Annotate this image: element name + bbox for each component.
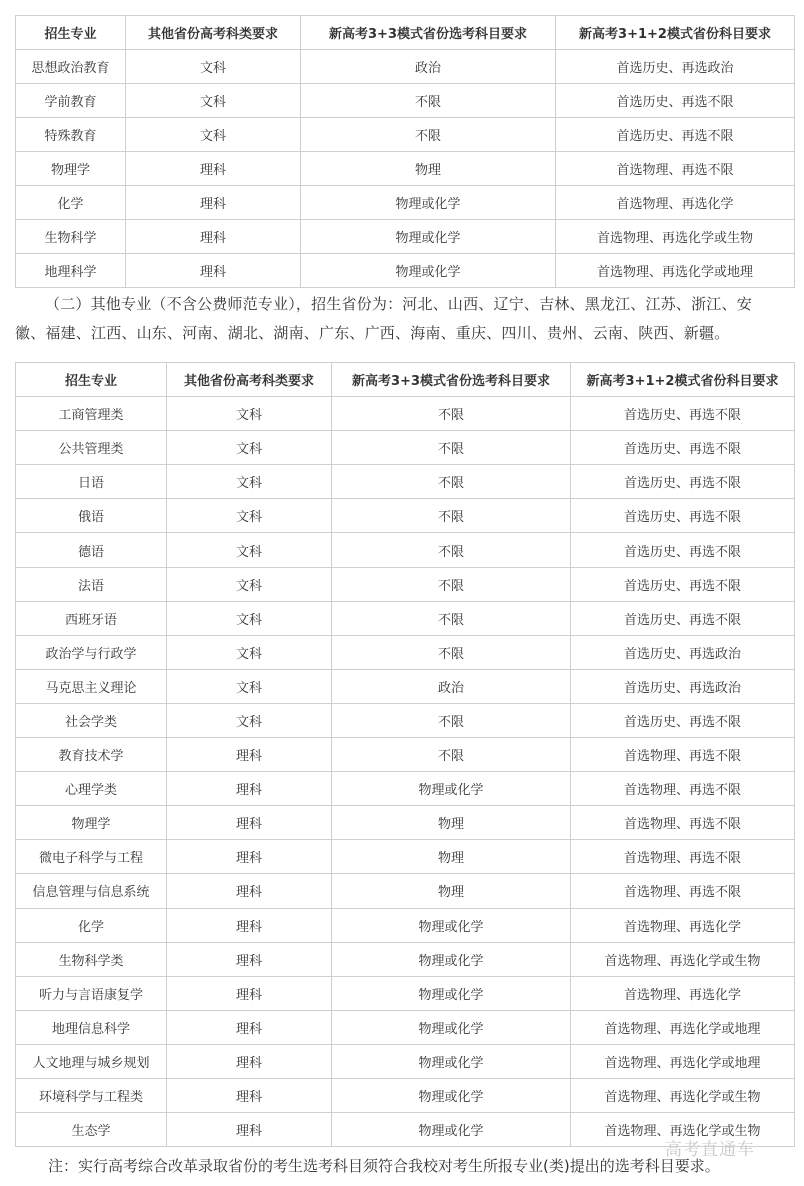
cell-3plus3: 不限: [332, 703, 571, 737]
cell-major: 听力与言语康复学: [16, 976, 167, 1010]
paragraph-line-1: （二）其他专业（不含公费师范专业），招生省份为：河北、山西、辽宁、吉林、黑龙江、江苏、浙江、安: [45, 295, 752, 313]
cell-3plus1plus2: 首选物理、再选不限: [571, 738, 795, 772]
cell-major: 化学: [16, 186, 126, 220]
cell-other-provinces: 文科: [167, 465, 332, 499]
table-row: [16, 50, 795, 84]
cell-other-provinces: 理科: [167, 738, 332, 772]
cell-3plus3: 物理或化学: [332, 976, 571, 1010]
header-3plus3: 新高考3+3模式省份选考科目要求: [301, 16, 556, 50]
table-row: [16, 772, 795, 806]
table-row: [16, 499, 795, 533]
cell-other-provinces: 理科: [167, 874, 332, 908]
table-row: [16, 738, 795, 772]
cell-major: 地理信息科学: [16, 1010, 167, 1044]
cell-major: 人文地理与城乡规划: [16, 1044, 167, 1078]
table-row: [16, 220, 795, 254]
cell-3plus3: 不限: [332, 601, 571, 635]
cell-other-provinces: 理科: [167, 976, 332, 1010]
cell-3plus1plus2: 首选物理、再选不限: [571, 874, 795, 908]
cell-3plus3: 不限: [332, 738, 571, 772]
cell-3plus1plus2: 首选历史、再选不限: [571, 703, 795, 737]
cell-3plus1plus2: 首选物理、再选化学: [571, 908, 795, 942]
cell-3plus3: 物理或化学: [332, 772, 571, 806]
cell-3plus3: 物理或化学: [332, 942, 571, 976]
cell-major: 化学: [16, 908, 167, 942]
cell-other-provinces: 文科: [167, 499, 332, 533]
cell-major: 公共管理类: [16, 431, 167, 465]
table-row: [16, 152, 795, 186]
cell-major: 教育技术学: [16, 738, 167, 772]
cell-major: 德语: [16, 533, 167, 567]
cell-3plus1plus2: 首选历史、再选政治: [571, 669, 795, 703]
cell-other-provinces: 文科: [167, 533, 332, 567]
cell-other-provinces: 理科: [167, 1078, 332, 1112]
cell-3plus3: 不限: [332, 431, 571, 465]
cell-major: 日语: [16, 465, 167, 499]
cell-3plus1plus2: 首选历史、再选不限: [571, 431, 795, 465]
cell-other-provinces: 文科: [126, 50, 301, 84]
cell-3plus3: 物理或化学: [332, 1044, 571, 1078]
cell-3plus1plus2: 首选物理、再选不限: [571, 772, 795, 806]
table-row: [16, 84, 795, 118]
cell-3plus3: 物理: [301, 152, 556, 186]
cell-other-provinces: 文科: [167, 567, 332, 601]
cell-3plus3: 不限: [332, 465, 571, 499]
cell-other-provinces: 理科: [167, 1010, 332, 1044]
cell-3plus3: 不限: [332, 567, 571, 601]
cell-other-provinces: 文科: [126, 84, 301, 118]
cell-3plus3: 物理或化学: [332, 1113, 571, 1147]
cell-major: 心理学类: [16, 772, 167, 806]
cell-3plus1plus2: 首选历史、再选政治: [556, 50, 795, 84]
cell-other-provinces: 理科: [167, 772, 332, 806]
cell-3plus1plus2: 首选历史、再选不限: [571, 397, 795, 431]
cell-major: 马克思主义理论: [16, 669, 167, 703]
cell-3plus3: 物理或化学: [332, 908, 571, 942]
header-3plus3: 新高考3+3模式省份选考科目要求: [332, 363, 571, 397]
cell-other-provinces: 理科: [167, 1113, 332, 1147]
cell-major: 法语: [16, 567, 167, 601]
cell-3plus1plus2: 首选物理、再选化学: [556, 186, 795, 220]
cell-major: 生物科学类: [16, 942, 167, 976]
cell-major: 社会学类: [16, 703, 167, 737]
cell-3plus3: 不限: [332, 635, 571, 669]
cell-3plus3: 物理或化学: [301, 186, 556, 220]
cell-other-provinces: 理科: [167, 908, 332, 942]
cell-3plus1plus2: 首选物理、再选化学或生物: [556, 220, 795, 254]
cell-3plus3: 物理或化学: [301, 220, 556, 254]
cell-other-provinces: 文科: [167, 669, 332, 703]
cell-major: 西班牙语: [16, 601, 167, 635]
table-row: [16, 840, 795, 874]
cell-major: 思想政治教育: [16, 50, 126, 84]
cell-3plus1plus2: 首选历史、再选不限: [556, 118, 795, 152]
province-paragraph: [15, 290, 794, 348]
cell-3plus3: 不限: [332, 397, 571, 431]
cell-other-provinces: 理科: [126, 254, 301, 288]
table-row: [16, 533, 795, 567]
cell-major: 地理科学: [16, 254, 126, 288]
cell-other-provinces: 文科: [167, 635, 332, 669]
table-row: [16, 1078, 795, 1112]
cell-other-provinces: 理科: [126, 220, 301, 254]
table-row: [16, 254, 795, 288]
cell-other-provinces: 文科: [167, 431, 332, 465]
cell-3plus3: 不限: [332, 533, 571, 567]
cell-other-provinces: 理科: [167, 942, 332, 976]
cell-3plus1plus2: 首选历史、再选不限: [571, 567, 795, 601]
cell-3plus1plus2: 首选历史、再选不限: [571, 601, 795, 635]
table-row: [16, 874, 795, 908]
cell-3plus3: 不限: [332, 499, 571, 533]
cell-3plus1plus2: 首选物理、再选不限: [556, 152, 795, 186]
cell-other-provinces: 文科: [167, 397, 332, 431]
subject-requirements-table-normal: [15, 15, 795, 288]
header-3plus1plus2: 新高考3+1+2模式省份科目要求: [571, 363, 795, 397]
cell-3plus3: 政治: [332, 669, 571, 703]
cell-major: 环境科学与工程类: [16, 1078, 167, 1112]
table-row: [16, 908, 795, 942]
cell-3plus1plus2: 首选物理、再选化学或地理: [571, 1010, 795, 1044]
table-row: [16, 703, 795, 737]
header-major: 招生专业: [16, 16, 126, 50]
cell-major: 生态学: [16, 1113, 167, 1147]
cell-3plus1plus2: 首选物理、再选化学或生物: [571, 1113, 795, 1147]
cell-other-provinces: 理科: [167, 1044, 332, 1078]
table-row: [16, 669, 795, 703]
cell-3plus1plus2: 首选物理、再选不限: [571, 806, 795, 840]
table-row: [16, 186, 795, 220]
cell-3plus3: 物理: [332, 806, 571, 840]
cell-3plus1plus2: 首选物理、再选不限: [571, 840, 795, 874]
cell-3plus1plus2: 首选物理、再选化学或地理: [571, 1044, 795, 1078]
header-other-provinces: 其他省份高考科类要求: [126, 16, 301, 50]
cell-major: 特殊教育: [16, 118, 126, 152]
cell-3plus3: 物理或化学: [332, 1078, 571, 1112]
cell-3plus1plus2: 首选历史、再选政治: [571, 635, 795, 669]
cell-3plus3: 物理: [332, 840, 571, 874]
cell-other-provinces: 理科: [126, 152, 301, 186]
cell-3plus1plus2: 首选历史、再选不限: [556, 84, 795, 118]
cell-other-provinces: 理科: [167, 806, 332, 840]
cell-3plus1plus2: 首选物理、再选化学或地理: [556, 254, 795, 288]
cell-3plus3: 政治: [301, 50, 556, 84]
table-row: [16, 397, 795, 431]
footnote: 注：实行高考综合改革录取省份的考生选考科目须符合我校对考生所报专业(类)提出的选考科目要求。: [48, 1157, 720, 1175]
table-row: [16, 976, 795, 1010]
cell-3plus3: 物理: [332, 874, 571, 908]
cell-major: 俄语: [16, 499, 167, 533]
cell-major: 信息管理与信息系统: [16, 874, 167, 908]
cell-other-provinces: 文科: [167, 601, 332, 635]
cell-major: 物理学: [16, 152, 126, 186]
table-header-row: [16, 16, 795, 50]
cell-3plus3: 不限: [301, 84, 556, 118]
table-row: [16, 635, 795, 669]
paragraph-line-2: 徽、福建、江西、山东、河南、湖北、湖南、广东、广西、海南、重庆、四川、贵州、云南、陕西、新疆。: [15, 324, 730, 342]
header-major: 招生专业: [16, 363, 167, 397]
cell-other-provinces: 文科: [167, 703, 332, 737]
cell-major: 政治学与行政学: [16, 635, 167, 669]
cell-major: 生物科学: [16, 220, 126, 254]
subject-requirements-table-other: [15, 362, 795, 1147]
cell-major: 物理学: [16, 806, 167, 840]
cell-3plus3: 物理或化学: [301, 254, 556, 288]
cell-3plus1plus2: 首选物理、再选化学或生物: [571, 1078, 795, 1112]
table-row: [16, 1044, 795, 1078]
cell-other-provinces: 文科: [126, 118, 301, 152]
table-row: [16, 806, 795, 840]
cell-other-provinces: 理科: [167, 840, 332, 874]
cell-major: 微电子科学与工程: [16, 840, 167, 874]
cell-major: 学前教育: [16, 84, 126, 118]
cell-3plus3: 物理或化学: [332, 1010, 571, 1044]
cell-3plus1plus2: 首选物理、再选化学: [571, 976, 795, 1010]
cell-3plus1plus2: 首选历史、再选不限: [571, 533, 795, 567]
cell-3plus1plus2: 首选历史、再选不限: [571, 499, 795, 533]
table-row: [16, 942, 795, 976]
table-row: [16, 601, 795, 635]
cell-3plus3: 不限: [301, 118, 556, 152]
table-row: [16, 567, 795, 601]
table-row: [16, 431, 795, 465]
table-row: [16, 118, 795, 152]
table-row: [16, 465, 795, 499]
table-row: [16, 1010, 795, 1044]
cell-major: 工商管理类: [16, 397, 167, 431]
cell-other-provinces: 理科: [126, 186, 301, 220]
header-other-provinces: 其他省份高考科类要求: [167, 363, 332, 397]
header-3plus1plus2: 新高考3+1+2模式省份科目要求: [556, 16, 795, 50]
cell-3plus1plus2: 首选历史、再选不限: [571, 465, 795, 499]
cell-3plus1plus2: 首选物理、再选化学或生物: [571, 942, 795, 976]
watermark-text: 高考直通车: [665, 1140, 755, 1160]
table-header-row: [16, 363, 795, 397]
